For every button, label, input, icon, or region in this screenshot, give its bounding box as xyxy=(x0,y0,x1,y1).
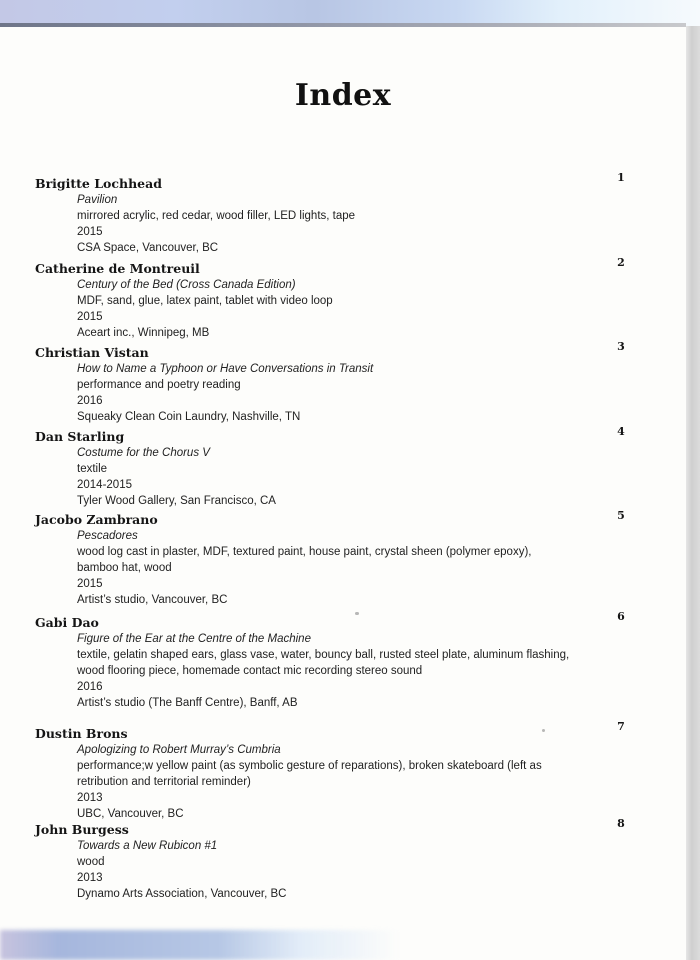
page-number: 7 xyxy=(617,720,625,733)
page-top-edge xyxy=(0,23,686,27)
work-year: 2015 xyxy=(77,226,103,238)
page-title: Index xyxy=(294,78,392,113)
index-entry xyxy=(35,726,595,822)
artist-name: Christian Vistan xyxy=(35,345,149,360)
work-location: Tyler Wood Gallery, San Francisco, CA xyxy=(77,495,276,507)
artist-name: Dan Starling xyxy=(35,429,125,444)
work-location: Squeaky Clean Coin Laundry, Nashville, TN xyxy=(77,411,301,423)
work-materials: performance;w yellow paint (as symbolic gesture of reparations), broken skateboard (left as xyxy=(77,760,542,772)
entry-details xyxy=(77,192,595,256)
work-title: Costume for the Chorus V xyxy=(77,447,210,459)
artist-name: Gabi Dao xyxy=(35,615,99,630)
work-title: Apologizing to Robert Murray’s Cumbria xyxy=(77,744,281,756)
work-title: How to Name a Typhoon or Have Conversations in Transit xyxy=(77,363,374,375)
artist-name: Catherine de Montreuil xyxy=(35,261,200,276)
entry-details xyxy=(77,445,595,509)
work-title: Pavilion xyxy=(77,194,118,206)
work-materials: MDF, sand, glue, latex paint, tablet with video loop xyxy=(77,295,333,307)
work-location: UBC, Vancouver, BC xyxy=(77,808,184,820)
work-materials: textile xyxy=(77,463,108,475)
index-entry xyxy=(35,512,595,608)
work-materials-cont: wood flooring piece, homemade contact mic recording stereo sound xyxy=(77,665,423,677)
work-materials: textile, gelatin shaped ears, glass vase, water, bouncy ball, rusted steel plate, aluminum flashing, xyxy=(77,649,570,661)
index-entry xyxy=(35,176,595,256)
page-number: 2 xyxy=(617,256,625,269)
work-year: 2016 xyxy=(77,395,103,407)
page-number: 4 xyxy=(617,425,625,438)
scanner-bottom-smudge xyxy=(0,930,400,960)
work-location: Artist’s studio (The Banff Centre), Banff, AB xyxy=(77,697,298,709)
work-year: 2014-2015 xyxy=(77,479,132,491)
entry-details xyxy=(77,277,595,341)
work-year: 2016 xyxy=(77,681,103,693)
entry-details xyxy=(77,631,595,711)
work-materials: performance and poetry reading xyxy=(77,379,241,391)
page-number: 1 xyxy=(617,171,625,184)
work-year: 2013 xyxy=(77,872,103,884)
work-title: Figure of the Ear at the Centre of the Machine xyxy=(77,633,311,645)
work-title: Pescadores xyxy=(77,530,138,542)
index-entry xyxy=(35,261,595,341)
work-materials: mirrored acrylic, red cedar, wood filler, LED lights, tape xyxy=(77,210,356,222)
page-number: 3 xyxy=(617,340,625,353)
entry-details xyxy=(77,838,595,902)
work-title: Century of the Bed (Cross Canada Edition) xyxy=(77,279,296,291)
artist-name: Dustin Brons xyxy=(35,726,128,741)
work-materials-cont: retribution and territorial reminder) xyxy=(77,776,251,788)
index-entry xyxy=(35,822,595,902)
page-right-edge-shadow xyxy=(686,26,700,960)
work-location: Artist’s studio, Vancouver, BC xyxy=(77,594,228,606)
work-title: Towards a New Rubicon #1 xyxy=(77,840,218,852)
work-location: Aceart inc., Winnipeg, MB xyxy=(77,327,210,339)
work-materials: wood log cast in plaster, MDF, textured paint, house paint, crystal sheen (polymer epoxy), xyxy=(77,546,532,558)
page-number: 8 xyxy=(617,817,625,830)
entry-details xyxy=(77,742,595,822)
artist-name: Jacobo Zambrano xyxy=(35,512,158,527)
index-entry xyxy=(35,345,595,425)
work-year: 2015 xyxy=(77,311,103,323)
work-year: 2015 xyxy=(77,578,103,590)
entry-details xyxy=(77,361,595,425)
index-entry xyxy=(35,429,595,509)
artist-name: John Burgess xyxy=(35,822,129,837)
work-location: Dynamo Arts Association, Vancouver, BC xyxy=(77,888,287,900)
work-year: 2013 xyxy=(77,792,103,804)
work-location: CSA Space, Vancouver, BC xyxy=(77,242,219,254)
artist-name: Brigitte Lochhead xyxy=(35,176,162,191)
index-entry xyxy=(35,615,595,711)
page-number: 6 xyxy=(617,610,625,623)
work-materials-cont: bamboo hat, wood xyxy=(77,562,172,574)
work-materials: wood xyxy=(77,856,105,868)
entry-details xyxy=(77,528,595,608)
page-number: 5 xyxy=(617,509,625,522)
